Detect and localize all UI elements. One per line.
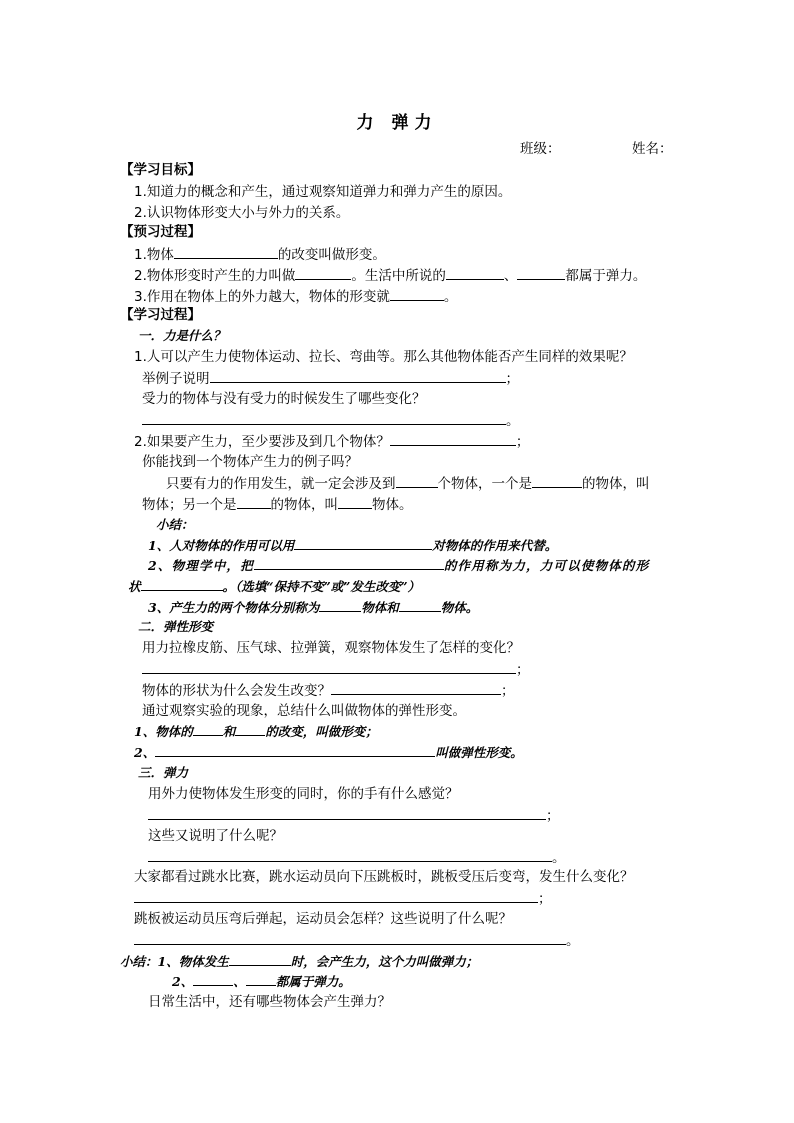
- part2-answer1: [142, 660, 530, 679]
- goal-2: 2.认识物体形变大小与外力的关系。: [134, 205, 350, 221]
- text: 、: [503, 268, 518, 284]
- text: 的物体，叫: [582, 476, 650, 492]
- fill-blank[interactable]: [134, 931, 566, 945]
- text: ；: [538, 891, 552, 907]
- part1-summary-3: [148, 598, 478, 617]
- part3-answer4: [134, 931, 580, 950]
- fill-blank[interactable]: [446, 266, 504, 280]
- fill-blank[interactable]: [142, 660, 516, 674]
- fill-blank[interactable]: [141, 577, 223, 591]
- text: ；: [546, 808, 560, 824]
- text: 状: [128, 579, 141, 594]
- preview-1: [134, 245, 386, 264]
- section-preview: 【预习过程】: [120, 224, 201, 240]
- text: 小结：1、物体发生: [120, 954, 229, 969]
- text: 。生活中所说的: [351, 268, 446, 284]
- text: 和: [222, 724, 236, 739]
- fill-blank[interactable]: [235, 722, 265, 736]
- part3-q4: 跳板被运动员压弯后弹起，运动员会怎样？这些说明了什么呢？: [134, 911, 512, 927]
- fill-blank[interactable]: [148, 806, 546, 820]
- part1-find: 你能找到一个物体产生力的例子吗？: [142, 454, 358, 470]
- text: 1.物体: [134, 247, 174, 263]
- part3-summary-1: [120, 952, 478, 971]
- fill-blank[interactable]: [399, 598, 441, 612]
- text: ；: [501, 683, 515, 699]
- text: 的改变叫做形变。: [277, 247, 386, 263]
- part1-change-q: 受力的物体与没有受力的时候发生了哪些变化？: [142, 391, 426, 407]
- text: 1、人对物体的作用可以用: [148, 538, 295, 553]
- text: 。: [506, 413, 520, 429]
- part2-def1: [134, 722, 378, 741]
- part2-q3: 通过观察实验的现象，总结什么叫做物体的弹性形变。: [142, 703, 466, 719]
- text: 时，会产生力，这个力叫做弹力；: [290, 954, 479, 969]
- part1-summary-label: 小结：: [156, 517, 194, 532]
- fill-blank[interactable]: [254, 556, 444, 570]
- part2-heading: 二．弹性形变: [138, 619, 214, 634]
- text: 2.如果要产生力，至少要涉及到几个物体？: [134, 434, 390, 450]
- fill-blank[interactable]: [210, 369, 506, 383]
- part3-answer2: [148, 848, 566, 867]
- name-label: 姓名：: [632, 141, 673, 157]
- text: 2、: [172, 974, 194, 989]
- text: ；: [516, 662, 530, 678]
- text: ；: [515, 434, 530, 450]
- fill-blank[interactable]: [174, 245, 278, 259]
- part1-q1: 1.人可以产生力使物体运动、拉长、弯曲等。那么其他物体能否产生同样的效果呢？: [134, 349, 633, 365]
- part1-summary-2a: [148, 556, 649, 575]
- part1-example: [142, 369, 519, 388]
- part3-answer3: [134, 889, 552, 908]
- part3-last: 日常生活中，还有哪些物体会产生弹力？: [148, 994, 391, 1010]
- fill-blank[interactable]: [148, 848, 552, 862]
- fill-blank[interactable]: [237, 495, 271, 509]
- text: 举例子说明: [142, 371, 210, 387]
- part2-def2: [134, 743, 523, 762]
- text: 物体；另一个是: [142, 497, 237, 513]
- text: 个物体，一个是: [437, 476, 532, 492]
- text: 1、物体的: [134, 724, 193, 739]
- part3-answer1: [148, 806, 560, 825]
- preview-2: [134, 266, 646, 285]
- part1-fill1: [166, 474, 650, 493]
- text: ；: [505, 371, 519, 387]
- part1-summary-2b: [128, 577, 420, 596]
- fill-blank[interactable]: [229, 952, 291, 966]
- fill-blank[interactable]: [246, 972, 276, 986]
- preview-3: [134, 287, 457, 306]
- text: 对物体的作用来代替。: [432, 538, 558, 553]
- fill-blank[interactable]: [390, 432, 516, 446]
- text: 、: [233, 974, 246, 989]
- part3-heading: 三．弹力: [138, 765, 189, 780]
- text: 的改变，叫做形变；: [265, 724, 378, 739]
- fill-blank[interactable]: [193, 722, 223, 736]
- part3-q1: 用外力使物体发生形变的同时，你的手有什么感觉？: [148, 786, 459, 802]
- text: 物体。: [372, 497, 413, 513]
- fill-blank[interactable]: [142, 411, 506, 425]
- text: 只要有力的作用发生，就一定会涉及到: [166, 476, 396, 492]
- text: 。: [552, 850, 566, 866]
- fill-blank[interactable]: [155, 743, 435, 757]
- part3-q2: 这些又说明了什么呢？: [148, 828, 283, 844]
- section-goals: 【学习目标】: [120, 162, 201, 178]
- text: 2、: [134, 745, 156, 760]
- text: 物体。: [440, 600, 479, 615]
- part1-change-answer: [142, 411, 520, 430]
- text: 2.物体形变时产生的力叫做: [134, 268, 296, 284]
- text: 物体的形状为什么会发生改变？: [142, 683, 331, 699]
- part1-summary-1: [148, 536, 557, 555]
- text: 3、产生力的两个物体分别称为: [148, 600, 320, 615]
- fill-blank[interactable]: [331, 681, 501, 695]
- fill-blank[interactable]: [134, 889, 538, 903]
- part1-fill2: [142, 495, 413, 514]
- fill-blank[interactable]: [517, 266, 565, 280]
- part2-q2: [142, 681, 515, 700]
- part1-q2: [134, 432, 529, 451]
- fill-blank[interactable]: [338, 495, 372, 509]
- section-process: 【学习过程】: [120, 307, 201, 323]
- text: 都属于弹力。: [565, 268, 647, 284]
- page-title: 力 弹力: [356, 113, 438, 133]
- fill-blank[interactable]: [319, 598, 361, 612]
- part2-q1: 用力拉橡皮筋、压气球、拉弹簧，观察物体发生了怎样的变化？: [142, 640, 520, 656]
- fill-blank[interactable]: [294, 536, 432, 550]
- fill-blank[interactable]: [193, 972, 233, 986]
- text: 叫做弹性形变。: [435, 745, 523, 760]
- part3-summary-2: [172, 972, 351, 991]
- text: 。: [566, 933, 580, 949]
- fill-blank[interactable]: [295, 266, 351, 280]
- part1-heading: 一．力是什么？: [138, 328, 226, 343]
- fill-blank[interactable]: [390, 287, 444, 301]
- text: 3.作用在物体上的外力越大，物体的形变就: [134, 289, 390, 305]
- text: 的物体，叫: [270, 497, 338, 513]
- fill-blank[interactable]: [396, 474, 438, 488]
- part3-q3: 大家都看过跳水比赛，跳水运动员向下压跳板时，跳板受压后变弯，发生什么变化？: [134, 869, 634, 885]
- goal-1: 1.知道力的概念和产生，通过观察知道弹力和弹力产生的原因。: [134, 184, 512, 200]
- text: 。: [443, 289, 458, 305]
- class-label: 班级：: [520, 141, 561, 157]
- text: 都属于弹力。: [275, 974, 351, 989]
- text: 的作用称为力，力可以使物体的形: [443, 558, 650, 573]
- text: 。（选填“保持不变”或”发生改变”）: [222, 579, 421, 594]
- fill-blank[interactable]: [532, 474, 582, 488]
- text: 2、物理学中，把: [148, 558, 254, 573]
- text: 物体和: [361, 600, 399, 615]
